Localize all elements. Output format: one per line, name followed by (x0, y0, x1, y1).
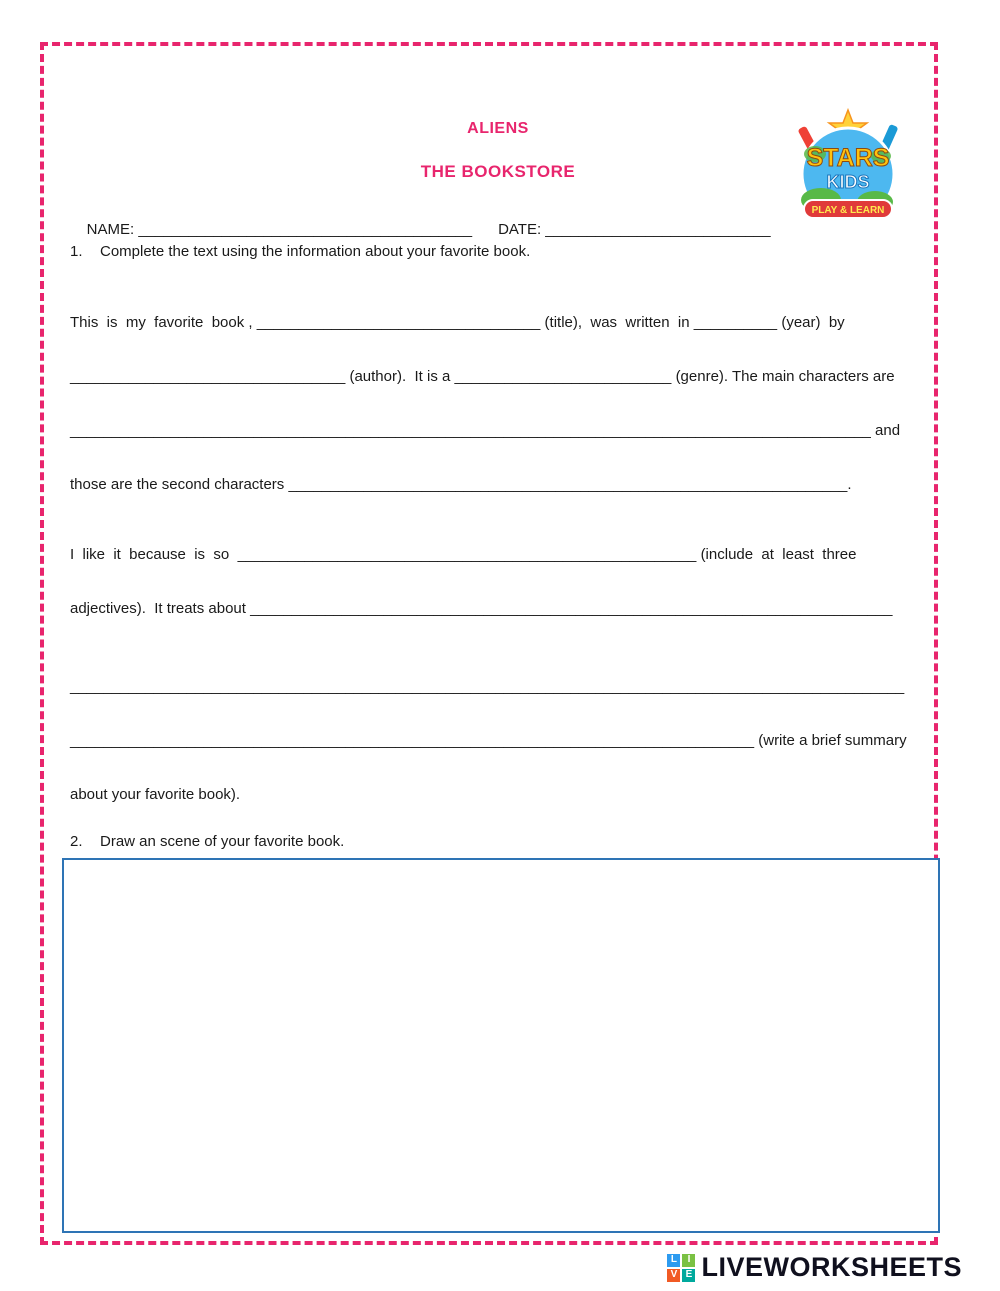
logo-banner-text: PLAY & LEARN (811, 205, 885, 216)
name-label: NAME: (86, 221, 135, 238)
date-blank-field[interactable]: ___________________________ (545, 221, 771, 238)
liveworksheets-icon (667, 1254, 695, 1282)
worksheet-title: ALIENS (467, 120, 529, 137)
paragraph-line: about your favorite book). (70, 786, 241, 803)
icon-letter-v: V (667, 1269, 680, 1282)
liveworksheets-wordmark[interactable]: LIVEWORKSHEETS (701, 1252, 962, 1282)
question-1-number: 1. (70, 243, 83, 260)
question-1-text: Complete the text using the information about your favorite book. (100, 243, 531, 260)
date-label: DATE: (498, 221, 542, 238)
question-2-number: 2. (70, 833, 83, 850)
question-2-text: Draw an scene of your favorite book. (100, 833, 345, 850)
drawing-area[interactable] (62, 858, 940, 1233)
question-2 (70, 833, 926, 850)
logo-word-stars: STARS (806, 144, 890, 172)
icon-letter-l: L (667, 1254, 680, 1267)
fill-in-paragraph-2 (70, 528, 930, 822)
paragraph-line: This is my favorite book , __________________________________ (title), was written in __________ (year) by (70, 314, 845, 331)
paragraph-line: adjectives). It treats about _____________________________________________________________________________ (70, 600, 893, 617)
paragraph-line: __________________________________________________________________________________ (write a brief summary (70, 732, 907, 749)
paragraph-line: _________________________________ (author). It is a __________________________ (genre). The main characters are (70, 368, 895, 385)
fill-in-paragraph-1 (70, 296, 930, 512)
logo-word-kids: KIDS (826, 172, 870, 192)
paragraph-line: those are the second characters ___________________________________________________________________. (70, 476, 852, 493)
liveworksheets-footer (667, 1252, 962, 1283)
icon-letter-i: I (682, 1254, 695, 1267)
paragraph-line: ____________________________________________________________________________________________________ (70, 678, 905, 695)
name-blank-field[interactable]: ________________________________________ (138, 221, 473, 238)
paragraph-line: ________________________________________________________________________________________________ and (70, 422, 901, 439)
paragraph-line: I like it because is so _______________________________________________________ (include at least three (70, 546, 857, 563)
worksheet-subtitle: THE BOOKSTORE (420, 162, 576, 181)
icon-letter-e: E (682, 1269, 695, 1282)
question-1 (70, 243, 926, 260)
